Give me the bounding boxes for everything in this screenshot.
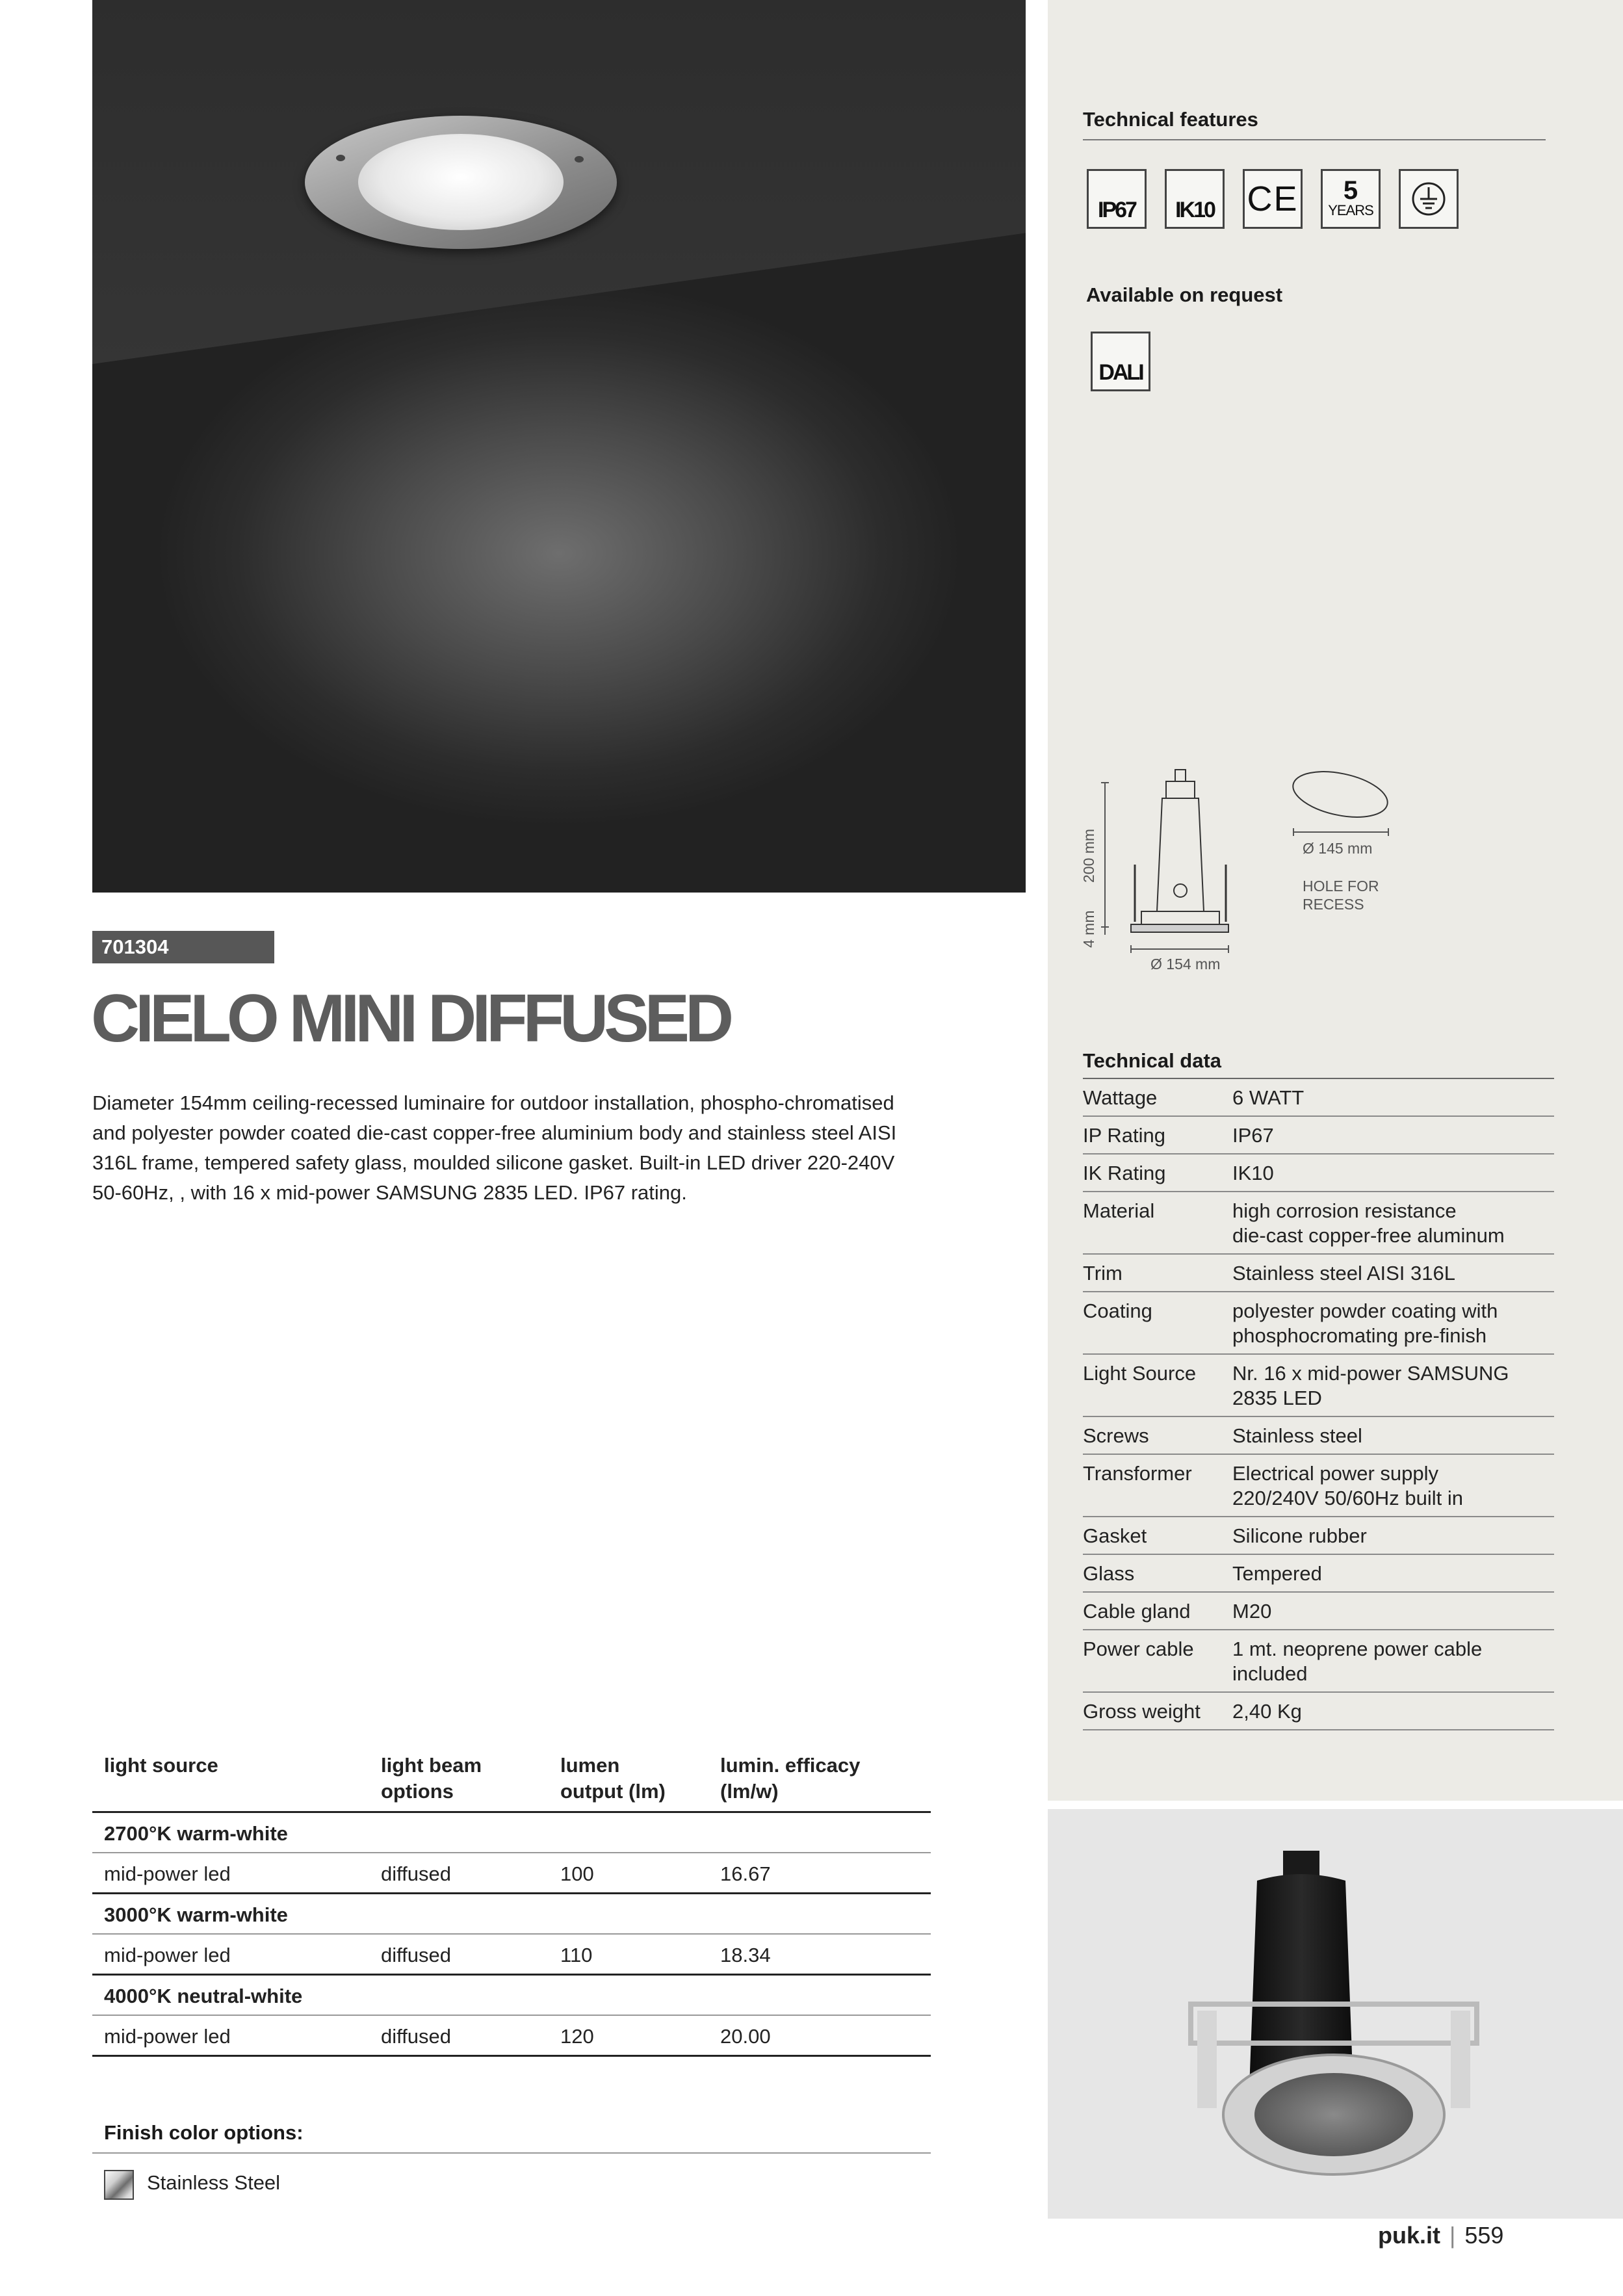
stainless-steel-swatch — [104, 2170, 134, 2200]
technical-data-heading: Technical data — [1083, 1049, 1554, 1079]
product-render-panel — [1048, 1809, 1623, 2219]
height-dimension-label: 200 mm — [1080, 828, 1097, 883]
ce-mark-icon: CE — [1243, 169, 1303, 229]
hole-diameter-label: Ø 145 mm — [1303, 840, 1373, 857]
lumen-output-table — [92, 1753, 931, 2057]
table-row: mid-power led diffused 110 18.34 — [92, 1934, 931, 1975]
dimension-drawing — [1079, 761, 1417, 982]
table-row: Wattage 6 WATT — [1083, 1079, 1554, 1117]
site-name: puk.it — [1378, 2222, 1440, 2249]
table-group-row: 3000°K warm-white — [92, 1894, 931, 1935]
hero-product-photo — [92, 0, 1026, 893]
header-light-beam: light beam options — [369, 1753, 549, 1812]
header-luminous-efficacy: lumin. efficacy (lm/w) — [708, 1753, 931, 1812]
available-on-request-heading: Available on request — [1086, 283, 1283, 306]
table-row: Material high corrosion resistance die-cast copper-free aluminum — [1083, 1192, 1554, 1255]
table-row: Gross weight 2,40 Kg — [1083, 1693, 1554, 1730]
table-row: mid-power led diffused 100 16.67 — [92, 1853, 931, 1894]
table-row: Gasket Silicone rubber — [1083, 1517, 1554, 1555]
product-description: Diameter 154mm ceiling-recessed luminaire for outdoor installation, phospho-chromatised and polyester powder coated die-cast copper-free aluminium body and stainless steel AISI 316L frame, tempered safety glass, moulded silicone gasket. Built-in LED driver 220-240V 50-60Hz, , with 16 x mid-power SAMSUNG 2835 LED. IP67 rating. — [92, 1091, 897, 1204]
table-row: Coating polyester powder coating with phosphocromating pre-finish — [1083, 1292, 1554, 1355]
product-code-badge: 701304 — [92, 931, 274, 963]
diameter-label: Ø 154 mm — [1150, 956, 1221, 972]
product-render-image — [1048, 1809, 1623, 2219]
hole-label-line2: RECESS — [1303, 896, 1364, 913]
table-group-row: 2700°K warm-white — [92, 1812, 931, 1853]
ip67-icon: IP67 — [1087, 169, 1147, 229]
product-title: CIELO MINI DIFFUSED — [91, 981, 730, 1056]
technical-features-heading: Technical features — [1083, 108, 1258, 131]
table-row: Screws Stainless steel — [1083, 1417, 1554, 1455]
divider — [92, 2152, 931, 2154]
table-row: IP Rating IP67 — [1083, 1117, 1554, 1155]
table-group-row: 4000°K neutral-white — [92, 1975, 931, 2016]
trim-screw — [575, 156, 584, 163]
header-lumen-output: lumen output (lm) — [549, 1753, 708, 1812]
footer-separator: | — [1449, 2222, 1456, 2249]
warranty-5-years-icon: 5 YEARS — [1321, 169, 1381, 229]
table-row: Transformer Electrical power supply 220/240V 50/60Hz built in — [1083, 1455, 1554, 1517]
earth-ground-symbol — [1409, 179, 1448, 218]
finish-option-label: Stainless Steel — [147, 2171, 281, 2194]
divider — [1083, 139, 1546, 140]
fixture-trim — [305, 116, 617, 249]
table-row: Trim Stainless steel AISI 316L — [1083, 1255, 1554, 1292]
trim-screw — [336, 155, 345, 161]
table-row: Cable gland M20 — [1083, 1593, 1554, 1630]
header-light-source: light source — [92, 1753, 369, 1812]
page-footer — [1378, 2222, 1503, 2249]
finish-options-heading: Finish color options: — [104, 2121, 304, 2144]
dali-icon: DALI — [1091, 332, 1150, 391]
earth-ground-icon — [1399, 169, 1459, 229]
page-number: 559 — [1464, 2222, 1504, 2249]
trim-thickness-label: 4 mm — [1080, 910, 1097, 948]
ik10-icon: IK10 — [1165, 169, 1225, 229]
fixture-lens — [358, 134, 564, 230]
table-row: mid-power led diffused 120 20.00 — [92, 2015, 931, 2056]
technical-data-table — [1083, 1049, 1554, 1730]
table-row: Power cable 1 mt. neoprene power cable included — [1083, 1630, 1554, 1693]
table-row: IK Rating IK10 — [1083, 1155, 1554, 1192]
table-row: Glass Tempered — [1083, 1555, 1554, 1593]
table-row: Light Source Nr. 16 x mid-power SAMSUNG 2835 LED — [1083, 1355, 1554, 1417]
hole-label-line1: HOLE FOR — [1303, 878, 1379, 894]
